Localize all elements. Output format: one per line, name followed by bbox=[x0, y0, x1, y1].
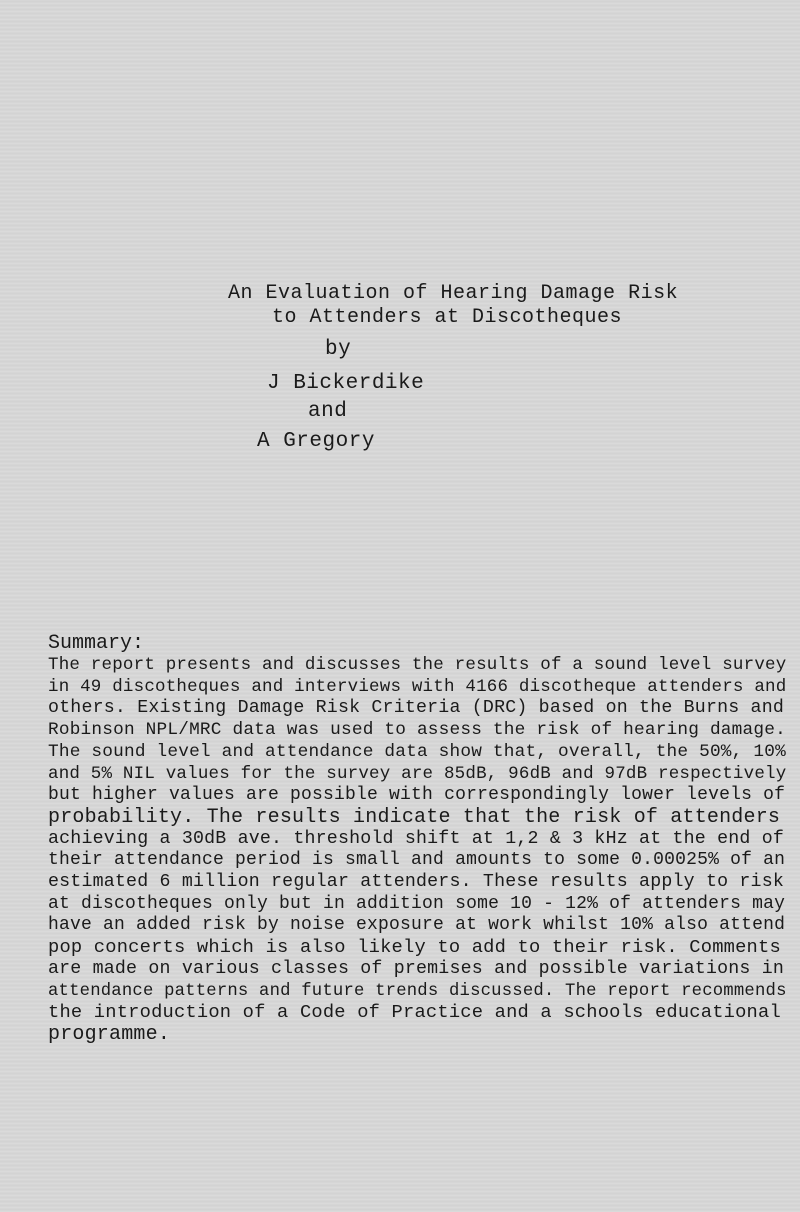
summary-line: programme. bbox=[48, 1022, 171, 1046]
author-name-1: J Bickerdike bbox=[267, 372, 425, 395]
summary-line: achieving a 30dB ave. threshold shift at 1,2 & 3 kHz at the end of bbox=[48, 828, 785, 849]
summary-line: the introduction of a Code of Practice and a schools educational bbox=[48, 1001, 781, 1024]
summary-line: and 5% NIL values for the survey are 85dB, 96dB and 97dB respectively bbox=[48, 763, 787, 784]
summary-line: pop concerts which is also likely to add to their risk. Comments bbox=[48, 936, 781, 959]
summary-line: their attendance period is small and amounts to some 0.00025% of an bbox=[48, 850, 786, 871]
and-label: and bbox=[308, 400, 348, 423]
summary-line: but higher values are possible with correspondingly lower levels of bbox=[48, 785, 786, 806]
author-name-2: A Gregory bbox=[257, 430, 375, 453]
summary-line: attendance patterns and future trends discussed. The report recommends bbox=[48, 981, 787, 1001]
summary-line: are made on various classes of premises and possible variations in bbox=[48, 958, 785, 979]
summary-line: probability. The results indicate that the risk of attenders bbox=[48, 805, 781, 829]
summary-heading: Summary: bbox=[48, 632, 145, 655]
summary-line: Robinson NPL/MRC data was used to assess the risk of hearing damage. bbox=[48, 720, 786, 741]
by-label: by bbox=[325, 338, 352, 361]
summary-line: in 49 discotheques and interviews with 4166 discotheque attenders and bbox=[48, 676, 787, 697]
summary-line: others. Existing Damage Risk Criteria (DRC) based on the Burns and bbox=[48, 698, 785, 719]
summary-line: estimated 6 million regular attenders. These results apply to risk bbox=[48, 872, 785, 893]
summary-line: at discotheques only but in addition some 10 - 12% of attenders may bbox=[48, 893, 786, 914]
summary-section bbox=[48, 633, 788, 1046]
document-title-line-2: to Attenders at Discotheques bbox=[272, 306, 623, 329]
summary-line: have an added risk by noise exposure at work whilst 10% also attend bbox=[48, 915, 786, 936]
document-title-line-1: An Evaluation of Hearing Damage Risk bbox=[228, 282, 679, 305]
summary-line: The report presents and discusses the results of a sound level survey bbox=[48, 655, 787, 675]
summary-line: The sound level and attendance data show that, overall, the 50%, 10% bbox=[48, 741, 786, 762]
